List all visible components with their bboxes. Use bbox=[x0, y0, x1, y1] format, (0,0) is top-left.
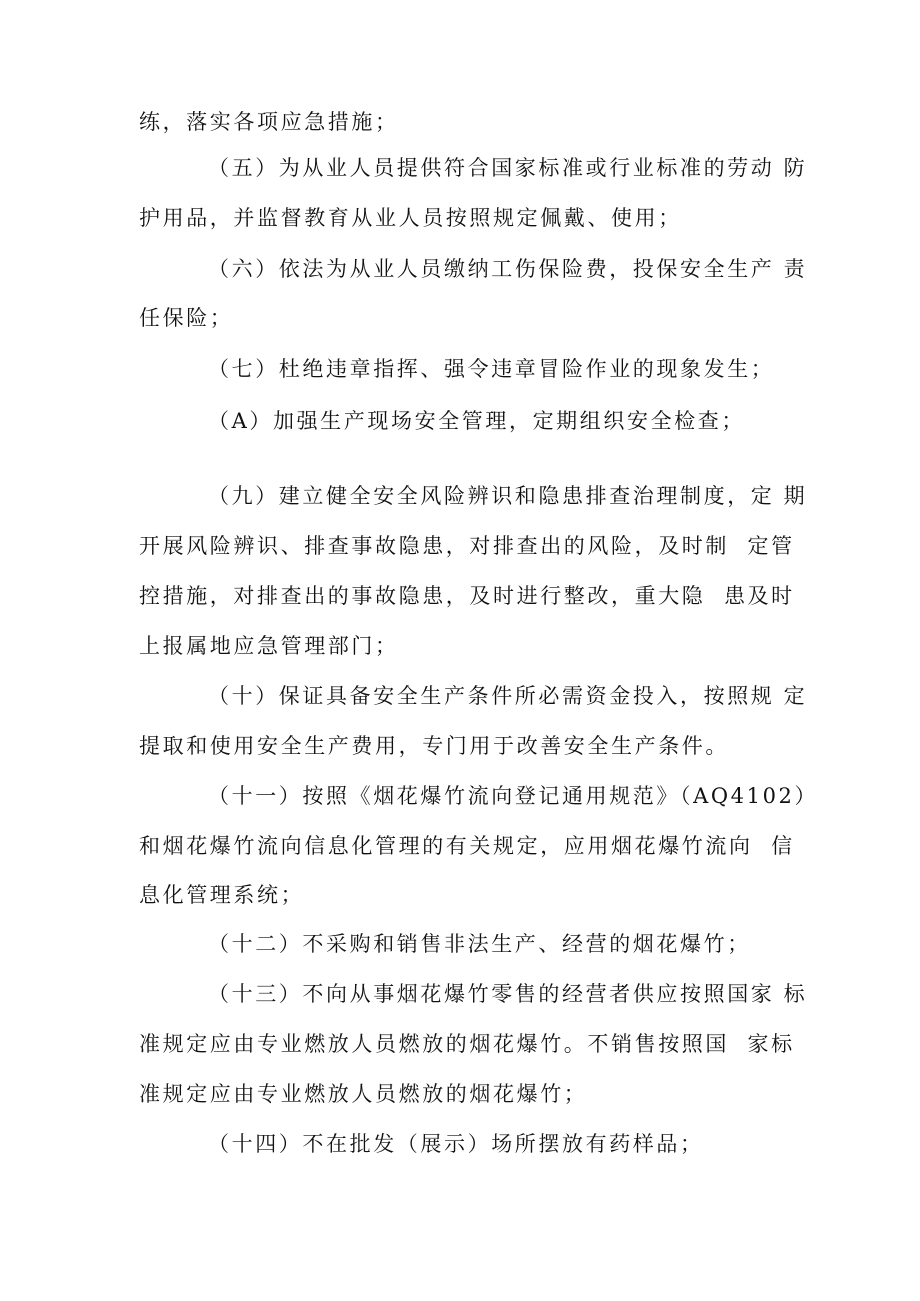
text-line: 准规定应由专业燃放人员燃放的烟花爆竹； bbox=[139, 1082, 588, 1106]
text-line: 控措施，对排查出的事故隐患，及时进行整改，重大隐 患及时 bbox=[139, 584, 795, 608]
text-line: 任保险； bbox=[139, 306, 234, 330]
text-line: 息化管理系统； bbox=[139, 883, 305, 907]
text-line: 护用品，并监督教育从业人员按照规定佩戴、使用； bbox=[139, 206, 682, 230]
text-line: 提取和使用安全生产费用，专门用于改善安全生产条件。 bbox=[139, 734, 729, 758]
text-line: （九）建立健全安全风险辨识和隐患排查治理制度，定 期 bbox=[208, 484, 808, 508]
text-line: （五）为从业人员提供符合国家标准或行业标准的劳动 防 bbox=[208, 156, 808, 180]
text-line: 和烟花爆竹流向信息化管理的有关规定，应用烟花爆竹流向 信 bbox=[139, 834, 795, 858]
text-line: 开展风险辨识、排查事故隐患，对排查出的风险，及时制 定管 bbox=[139, 534, 795, 558]
text-line: （十四）不在批发（展示）场所摆放有药样品； bbox=[208, 1132, 704, 1156]
text-line: （十三）不向从事烟花爆竹零售的经营者供应按照国家 标 bbox=[208, 982, 808, 1006]
text-line: （十一）按照《烟花爆竹流向登记通用规范》（AQ4102） bbox=[208, 784, 819, 808]
text-line: （十）保证具备安全生产条件所必需资金投入，按照规 定 bbox=[208, 684, 808, 708]
text-line: （A）加强生产现场安全管理，定期组织安全检查； bbox=[208, 409, 745, 433]
text-line: （七）杜绝违章指挥、强令违章冒险作业的现象发生； bbox=[208, 357, 775, 381]
text-line: 准规定应由专业燃放人员燃放的烟花爆竹。不销售按照国 家标 bbox=[139, 1032, 795, 1056]
text-line: 练，落实各项应急措施； bbox=[139, 110, 399, 134]
text-line: （六）依法为从业人员缴纳工伤保险费，投保安全生产 责 bbox=[208, 257, 808, 281]
text-line: （十二）不采购和销售非法生产、经营的烟花爆竹； bbox=[208, 932, 751, 956]
text-line: 上报属地应急管理部门； bbox=[139, 634, 399, 658]
